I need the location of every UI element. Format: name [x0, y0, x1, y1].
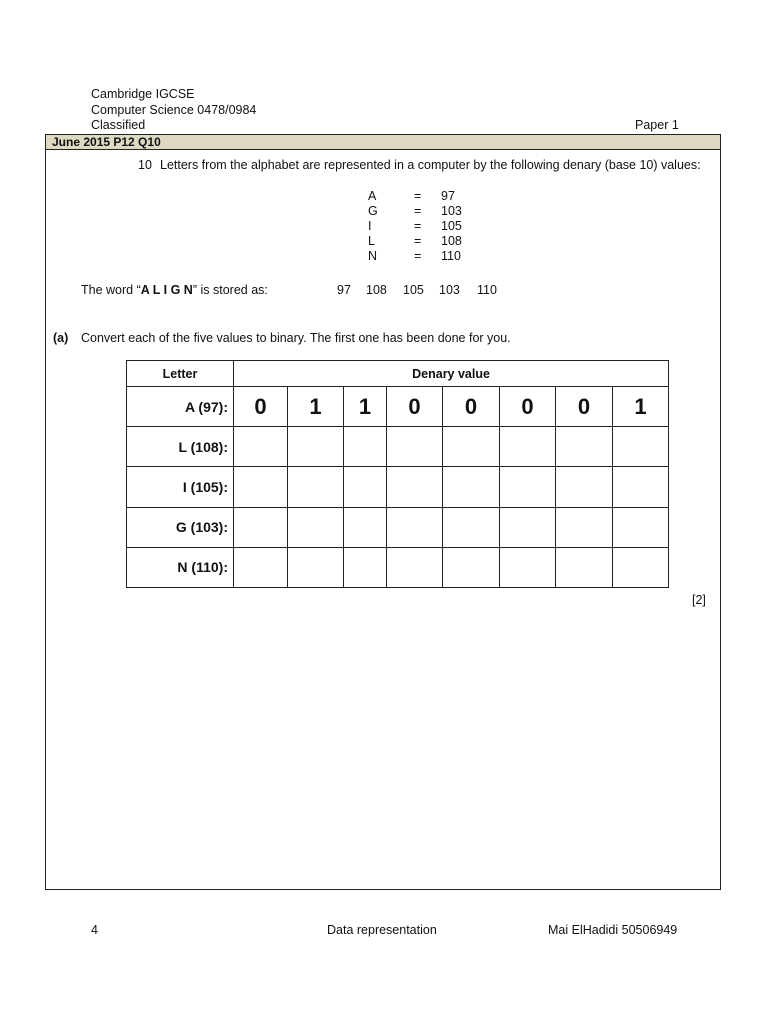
- bit-cell[interactable]: [344, 467, 387, 507]
- value-value: 108: [441, 234, 462, 248]
- bit-cell[interactable]: [387, 427, 443, 467]
- bit-cell[interactable]: [613, 427, 669, 467]
- bit-cell[interactable]: [500, 547, 556, 587]
- part-a-label: (a): [53, 331, 69, 345]
- bit-cell: 1: [344, 387, 387, 427]
- bit-cell[interactable]: [234, 547, 288, 587]
- row-label: I (105):: [127, 467, 234, 507]
- question-number: 10: [138, 158, 152, 172]
- value-eq: =: [414, 219, 422, 233]
- bit-cell[interactable]: [443, 507, 500, 547]
- bit-cell[interactable]: [234, 507, 288, 547]
- bit-cell[interactable]: [234, 467, 288, 507]
- value-letter: G: [368, 204, 378, 218]
- column-header-letter: Letter: [127, 361, 234, 387]
- part-a-text: Convert each of the five values to binary. The first one has been done for you.: [81, 331, 511, 345]
- stored-number: 105: [403, 283, 424, 297]
- bit-cell[interactable]: [500, 467, 556, 507]
- bit-cell[interactable]: [387, 507, 443, 547]
- bit-cell[interactable]: [500, 507, 556, 547]
- bit-cell: 0: [234, 387, 288, 427]
- value-letter: L: [368, 234, 375, 248]
- bit-cell: 1: [613, 387, 669, 427]
- table-row: [127, 467, 669, 507]
- value-eq: =: [414, 189, 422, 203]
- bit-cell[interactable]: [613, 507, 669, 547]
- table-row: [127, 427, 669, 467]
- bit-cell[interactable]: [443, 467, 500, 507]
- table-row: [127, 507, 669, 547]
- bit-cell[interactable]: [443, 427, 500, 467]
- footer-page-number: 4: [91, 923, 98, 937]
- footer-author: Mai ElHadidi 50506949: [548, 923, 678, 937]
- header-subject: Computer Science 0478/0984: [91, 103, 257, 117]
- bit-cell[interactable]: [344, 547, 387, 587]
- marks: [2]: [692, 593, 706, 607]
- row-label: N (110):: [127, 547, 234, 587]
- stored-number: 108: [366, 283, 387, 297]
- stored-number: 97: [337, 283, 351, 297]
- value-letter: N: [368, 249, 378, 263]
- stored-number: 110: [477, 283, 497, 297]
- row-label: L (108):: [127, 427, 234, 467]
- row-label: A (97):: [127, 387, 234, 427]
- bit-cell: 0: [387, 387, 443, 427]
- value-eq: =: [414, 234, 422, 248]
- bit-cell: 0: [443, 387, 500, 427]
- bit-cell: 0: [556, 387, 613, 427]
- bit-cell[interactable]: [556, 507, 613, 547]
- bit-cell[interactable]: [234, 427, 288, 467]
- value-letter: I: [368, 219, 372, 233]
- bit-cell[interactable]: [443, 547, 500, 587]
- row-label: G (103):: [127, 507, 234, 547]
- bit-cell[interactable]: [556, 427, 613, 467]
- footer-topic: Data representation: [327, 923, 437, 937]
- bit-cell[interactable]: [613, 467, 669, 507]
- bit-cell: 0: [500, 387, 556, 427]
- value-value: 103: [441, 204, 462, 218]
- stored-suffix: ” is stored as:: [192, 283, 268, 297]
- value-letter: A: [368, 189, 377, 203]
- bit-cell[interactable]: [556, 467, 613, 507]
- stored-number: 103: [439, 283, 460, 297]
- stored-prefix: The word “: [81, 283, 141, 297]
- value-value: 105: [441, 219, 462, 233]
- bit-cell[interactable]: [344, 427, 387, 467]
- bit-cell[interactable]: [288, 427, 344, 467]
- bit-cell[interactable]: [387, 467, 443, 507]
- header-course: Cambridge IGCSE: [91, 87, 195, 101]
- bit-cell[interactable]: [500, 427, 556, 467]
- stored-sentence: [81, 283, 268, 297]
- header-classified: Classified: [91, 118, 146, 132]
- value-eq: =: [414, 249, 422, 263]
- question-bar: June 2015 P12 Q10: [46, 135, 720, 150]
- bit-cell[interactable]: [556, 547, 613, 587]
- bit-cell[interactable]: [288, 547, 344, 587]
- question-intro: Letters from the alphabet are represented in a computer by the following denary (base 10) values:: [160, 158, 701, 172]
- table-row: [127, 547, 669, 587]
- value-value: 110: [441, 249, 461, 263]
- bit-cell: 1: [288, 387, 344, 427]
- table-row: [127, 387, 669, 427]
- stored-word: A L I G N: [140, 283, 193, 297]
- column-header-denary: Denary value: [234, 361, 669, 387]
- bit-cell[interactable]: [613, 547, 669, 587]
- value-eq: =: [414, 204, 422, 218]
- bit-cell[interactable]: [387, 547, 443, 587]
- binary-table: [126, 360, 669, 588]
- bit-cell[interactable]: [288, 467, 344, 507]
- bit-cell[interactable]: [288, 507, 344, 547]
- value-value: 97: [441, 189, 455, 203]
- bit-cell[interactable]: [344, 507, 387, 547]
- header-paper: Paper 1: [635, 118, 679, 132]
